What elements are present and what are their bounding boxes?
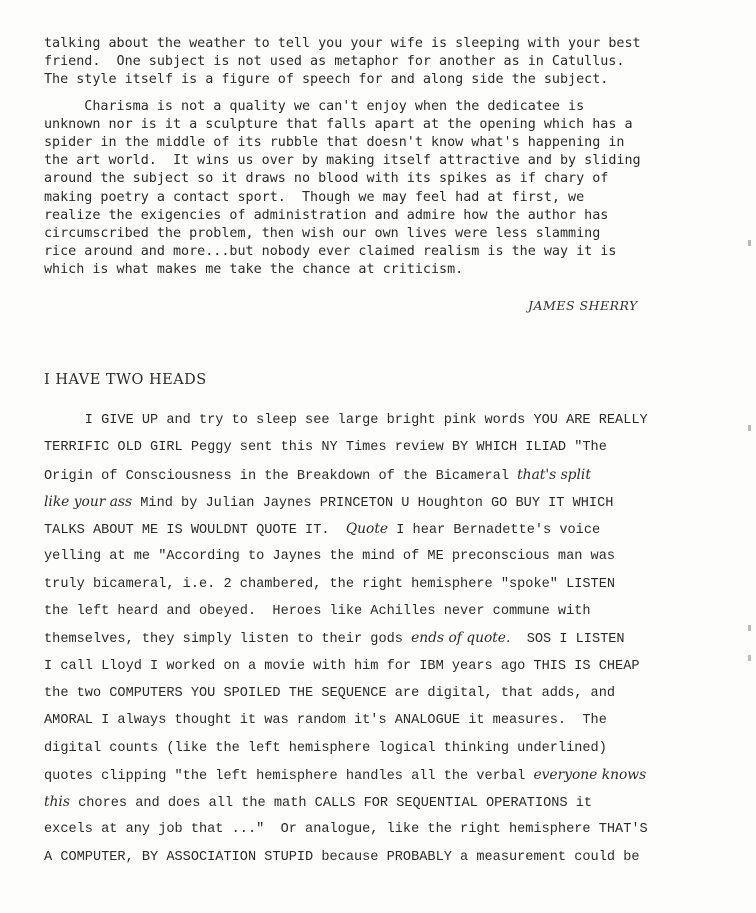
text-line: [44, 816, 756, 843]
text-line: [44, 680, 756, 707]
text-line: making poetry a contact sport. Though we may feel had at first, we: [44, 189, 585, 205]
text-run: SOS I LISTEN: [510, 632, 625, 648]
text-run: A COMPUTER, BY ASSOCIATION STUPID because PROBABLY a measurement could be: [44, 849, 640, 865]
text-run: AMORAL I always thought it was random it's ANALOGUE it measures. The: [44, 713, 607, 729]
text-line: circumscribed the problem, then wish our own lives were less slamming: [44, 226, 601, 242]
margin-mark: [748, 655, 751, 661]
text-line: [44, 543, 756, 570]
text-run: excels at any job that ..." Or analogue, like the right hemisphere THAT'S: [44, 822, 648, 838]
text-line: [44, 653, 756, 680]
text-line: unknown nor is it a sculpture that falls apart at the opening which has a: [44, 116, 633, 132]
margin-mark: [748, 240, 751, 246]
text-run: Mind by Julian Jaynes PRINCETON U Houghton GO BUY IT WHICH: [132, 495, 614, 511]
text-line: [44, 625, 756, 652]
text-line: around the subject so it draws no blood with its spikes as if chary of: [44, 171, 609, 187]
italic-text: that's split: [517, 466, 591, 483]
text-line: [44, 571, 756, 598]
text-line: [44, 762, 756, 789]
text-run: themselves, they simply listen to their gods: [44, 632, 412, 648]
text-run: I GIVE UP and try to sleep see large bright pink words YOU ARE REALLY: [44, 413, 648, 428]
text-line: which is what makes me take the chance at criticism.: [44, 262, 464, 278]
piece-body: [44, 407, 756, 871]
margin-mark: [748, 425, 751, 431]
text-run: Origin of Consciousness in the Breakdown of the Bicameral: [44, 468, 518, 484]
text-run: I hear Bernadette's voice: [388, 523, 601, 539]
text-line: [44, 735, 756, 762]
text-run: quotes clipping "the left hemisphere handles all the verbal: [44, 768, 534, 784]
text-line: the art world. It wins us over by making itself attractive and by sliding: [44, 153, 641, 169]
text-run: the left heard and obeyed. Heroes like Achilles never commune with: [44, 604, 591, 620]
text-line: [44, 598, 756, 625]
text-line: realize the exigencies of administration and admire how the author has: [44, 207, 609, 223]
text-run: yelling at me "According to Jaynes the mind of ME preconscious man was: [44, 549, 616, 565]
text-line: talking about the weather to tell you your wife is sleeping with your best: [44, 36, 641, 51]
text-line: The style itself is a figure of speech for and along side the subject.: [44, 72, 609, 88]
italic-text: everyone knows: [533, 766, 647, 783]
text-run: TALKS ABOUT ME IS WOULDNT QUOTE IT.: [44, 523, 346, 539]
piece-title: I HAVE TWO HEADS: [44, 372, 207, 388]
italic-text: this: [44, 794, 70, 811]
italic-text: Quote: [345, 521, 389, 538]
text-line: [44, 434, 756, 461]
text-run: the two COMPUTERS YOU SPOILED THE SEQUENCE are digital, that adds, and: [44, 685, 616, 701]
text-line: [44, 707, 756, 734]
text-run: digital counts (like the left hemisphere logical thinking underlined): [44, 740, 607, 756]
text-line: rice around and more...but nobody ever claimed realism is the way it is: [44, 244, 617, 260]
text-line: spider in the middle of its rubble that doesn't know what's happening in: [44, 135, 625, 151]
text-line: [44, 462, 756, 489]
text-run: I call Lloyd I worked on a movie with him for IBM years ago THIS IS CHEAP: [44, 658, 640, 674]
review-paragraph-2: [44, 98, 724, 280]
text-run: TERRIFIC OLD GIRL Peggy sent this NY Times review BY WHICH ILIAD "The: [44, 440, 607, 456]
margin-mark: [748, 625, 751, 631]
text-run: truly bicameral, i.e. 2 chambered, the right hemisphere "spoke" LISTEN: [44, 576, 616, 592]
review-text: [44, 35, 724, 280]
text-line: friend. One subject is not used as metaphor for another as in Catullus.: [44, 54, 625, 70]
text-run: chores and does all the math CALLS FOR SEQUENTIAL OPERATIONS it: [69, 796, 593, 812]
text-line: [44, 489, 756, 516]
italic-text: like your ass: [44, 493, 133, 510]
text-line: [44, 516, 756, 543]
signature: JAMES SHERRY: [528, 298, 638, 313]
text-line: [44, 789, 756, 816]
text-line: Charisma is not a quality we can't enjoy when the dedicatee is: [44, 98, 585, 114]
text-line: [44, 407, 756, 434]
text-line: [44, 844, 756, 871]
italic-text: ends of quote.: [411, 630, 511, 647]
review-paragraph-1: [44, 35, 724, 90]
